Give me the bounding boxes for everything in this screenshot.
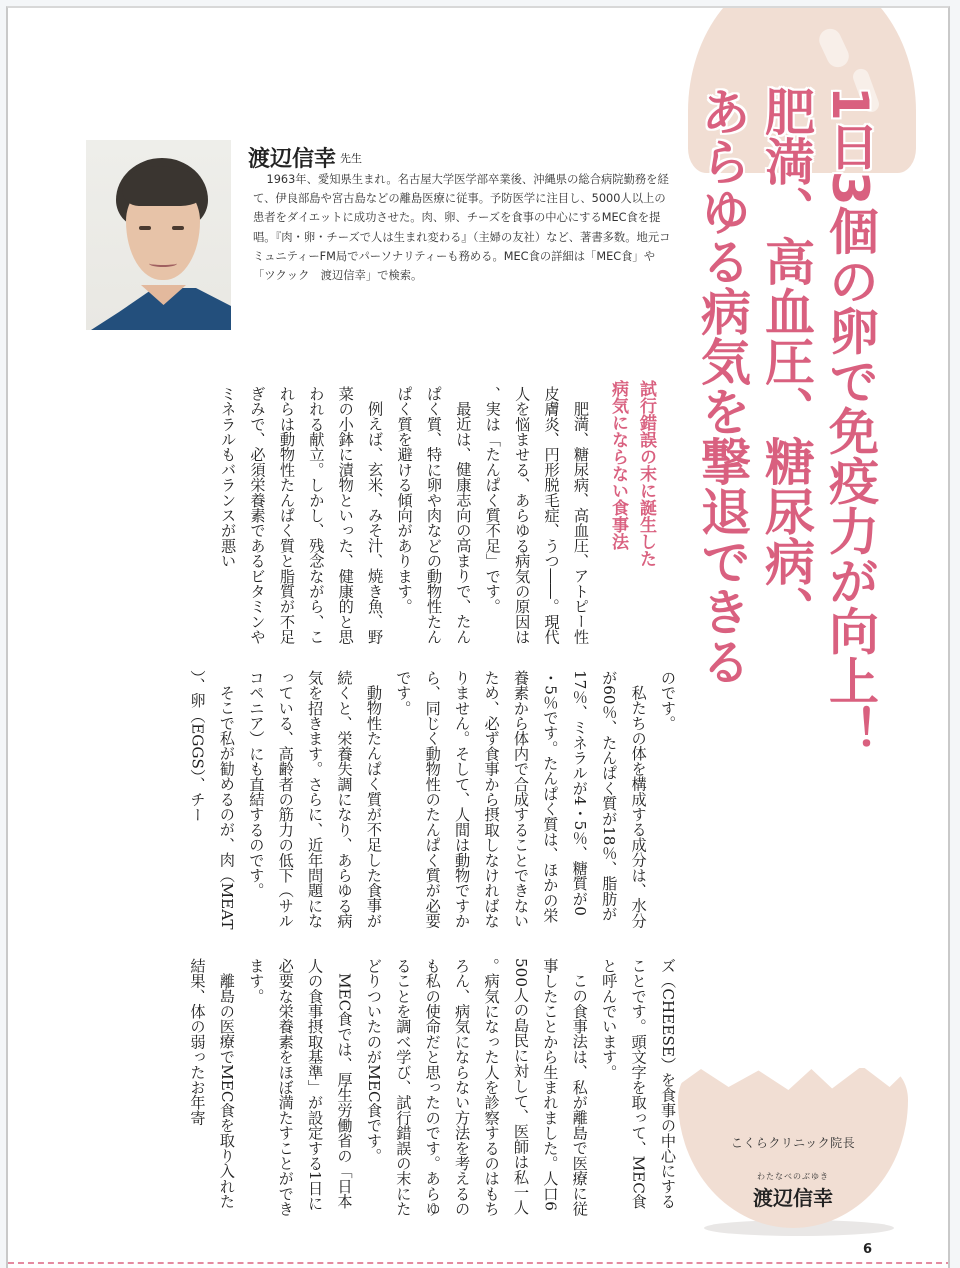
paragraph: MEC食では、厚生労働省の「日本人の食事摂取基準」が設定する1日に必要な栄養素をほぼ満たすことができます。 <box>247 958 354 1217</box>
photo-eye <box>172 226 184 230</box>
paragraph: 離島の医療でMEC食を取り入れた結果、体の弱ったお年寄 <box>188 958 236 1210</box>
headline-line-3: あらゆる病気を撃退できる <box>693 86 751 686</box>
author-honorific: 先生 <box>340 152 363 165</box>
author-name-text: 渡辺信幸 <box>248 147 337 172</box>
body-text-tier-3 <box>92 958 682 1218</box>
paragraph: 私たちの体を構成する成分は、水分が60％、たんぱく質が18％、脂肪が17％、ミネラルが4・5％、糖質が0・5％です。たんぱく質は、ほかの栄養素から体内で合成することできないため、必ず食事から摂取しなければなりません。そして、人間は動物ですから、同じく動物性のたんぱく質が必要です。 <box>394 670 648 929</box>
photo-eye <box>139 226 151 230</box>
paragraph: 動物性たんぱく質が不足した食事が続くと、栄養失調になり、あらゆる病気を招きます。さらに、近年問題になっている、高齢者の筋力の低下（サルコペニア）にも直結するのです。 <box>247 670 383 929</box>
paragraph: ズ（CHEESE）を食事の中心にすることです。頭文字を取って、MEC食と呼んでいます。 <box>600 958 677 1210</box>
photo-mouth <box>149 260 177 267</box>
magazine-page <box>6 6 950 1268</box>
page-number: 6 <box>863 1242 873 1257</box>
paragraph: そこで私が勧めるのが、肉（MEAT）、卵（EGGS）、チー <box>188 670 236 930</box>
author-name-badge: 渡辺信幸 <box>753 1186 833 1210</box>
headline-line-2: 肥満、高血圧、糖尿病、 <box>757 86 815 636</box>
author-photo <box>86 140 231 330</box>
author-name <box>248 142 362 173</box>
paragraph: のです。 <box>659 670 677 731</box>
body-text-tier-2 <box>92 670 682 930</box>
author-name-ruby: わたなべのぶゆき <box>757 1172 829 1181</box>
paragraph: この食事法は、私が離島で医療に従事したことから生まれました。人口6500人の島民に対して、医師は私一人。病気になった人を診察するのはもちろん、病気にならない方法を考えるのも私の使命だと思ったのです。あらゆることを調べ学び、試行錯誤の末にたどりついたのがMEC食です。 <box>364 958 589 1217</box>
headline-line-1: 1日3個の卵で免疫力が向上！ <box>821 86 879 756</box>
subheading-line-1: 試行錯誤の末に誕生した <box>636 380 656 567</box>
page-divider-dashed <box>8 1262 950 1264</box>
paragraph: 例えば、玄米、みそ汁、焼き魚、野菜の小鉢に漬物といった、健康的と思われる献立。しかし、残念ながら、これらは動物性たんぱく質と脂質が不足ぎみで、必須栄養素であるビタミンやミネラルもバランスが悪い <box>219 386 385 645</box>
paragraph: 最近は、健康志向の高まりで、たんぱく質、特に卵や肉などの動物性たんぱく質を避ける傾向があります。 <box>395 386 473 645</box>
author-role: こくらクリニック院長 <box>730 1136 856 1150</box>
paragraph: 肥満、糖尿病、高血圧、アトピー性皮膚炎、円形脱毛症、うつ――。現代人を悩ませる、あらゆる病気の原因は、実は「たんぱく質不足」です。 <box>483 386 590 645</box>
section-subheading <box>604 380 660 650</box>
subheading-line-2: 病気にならない食事法 <box>608 380 628 550</box>
author-bio: 1963年、愛知県生まれ。名古屋大学医学部卒業後、沖縄県の総合病院勤務を経て、伊良部島や宮古島などの離島医療に従事。予防医学に注目し、5000人以上の患者をダイエットに成功させた。肉、卵、チーズを食事の中心にするMEC食を提唱。『肉・卵・チーズで人は生まれ変わる』（主婦の友社）など、著書多数。地元コミュニティーFM局でパーソナリティーも務める。MEC食の詳細は「MEC食」や「ツクック 渡辺信幸」で検索。 <box>253 173 671 283</box>
body-text-tier-1 <box>92 386 595 646</box>
